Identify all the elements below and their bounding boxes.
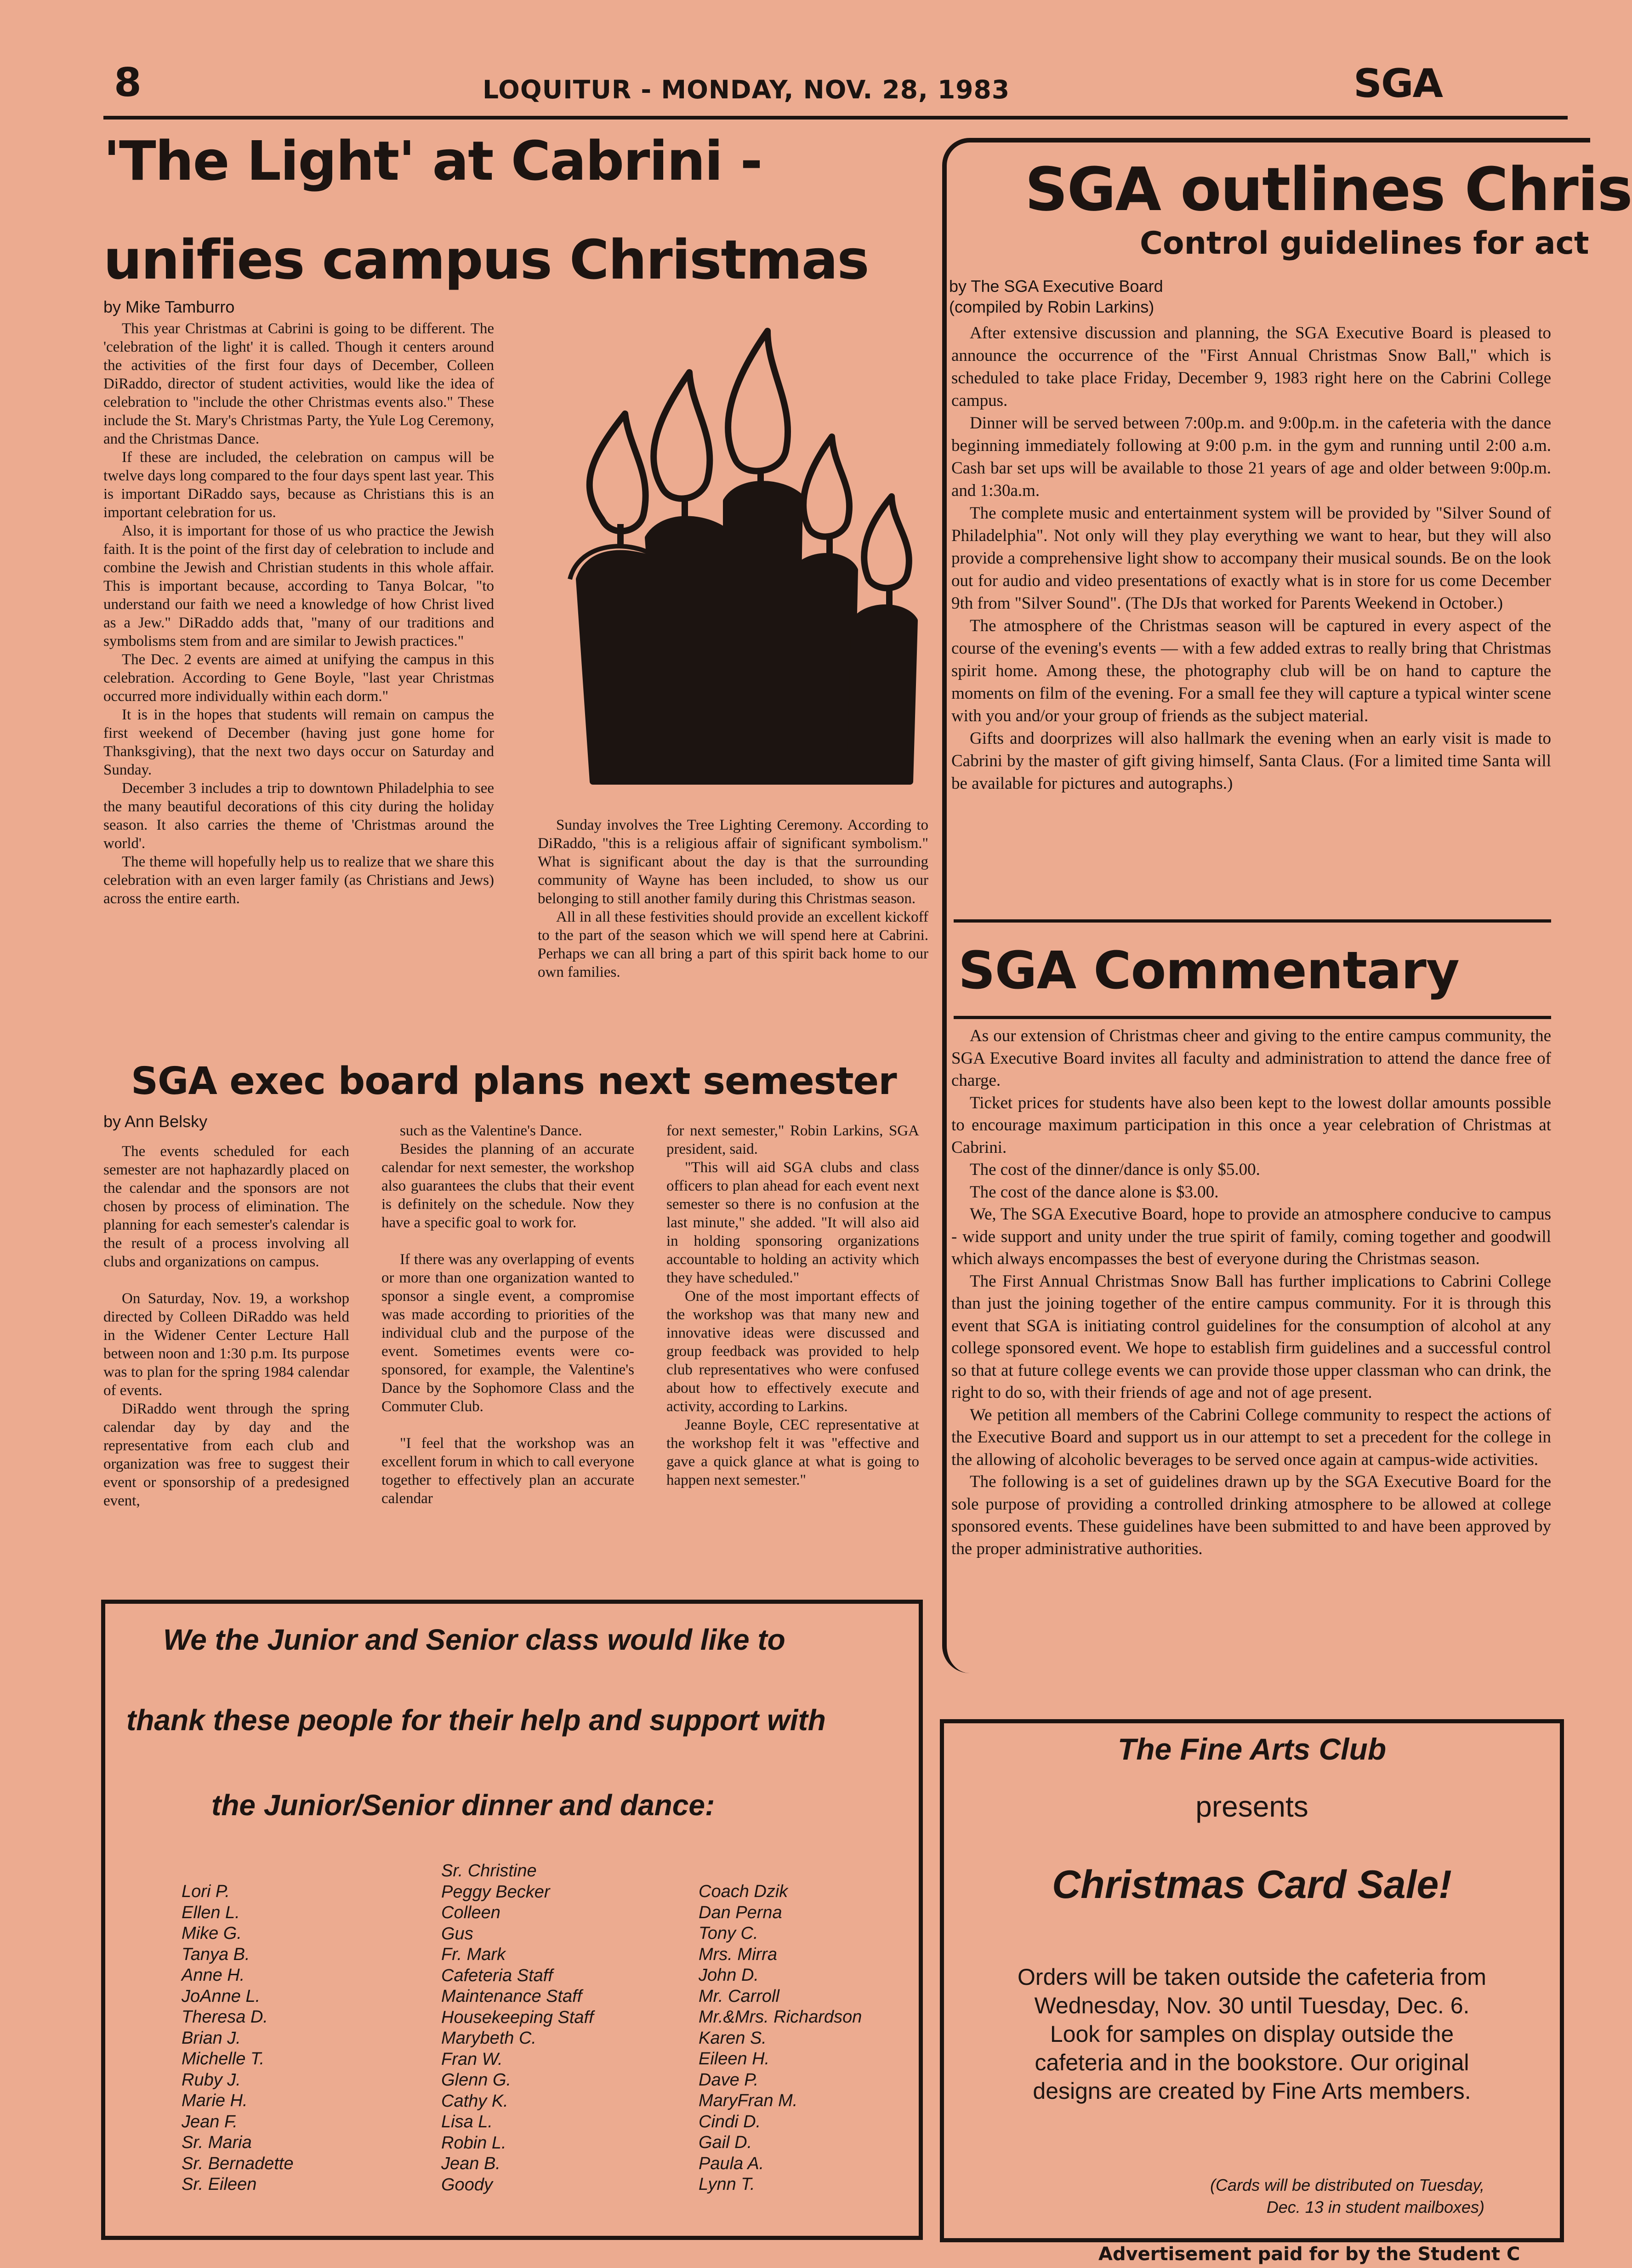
sga-outline-p3: The complete music and entertainment system will be provided by "Silver Sound of Philadelphia". Not only will they play everything we want to hear, but they will also provide a comprehensive light show to accompany their musical sounds. Be on the look out for audio and video presentations of exactly what is in store for us come December 9th from "Silver Sound". (The DJs that worked for Parents Weekend in October.) [951,504,1551,613]
commentary-p6: The First Annual Christmas Snow Ball has further implications to Cabrini College than just the joining together of the entire campus community. For it is through this event that SGA is initiating control guidelines for the consumption of alcohol at any college sponsored event. We hope to establish firm guidelines and a successful control so that at future college events we can provide those upper classman who can drink, the right to do so, with their friends of age and not of age present. [951,1271,1551,1402]
thanks-name: Sr. Bernadette [182,2154,294,2173]
thanks-name: Sr. Maria [182,2133,252,2152]
exec-col3-p4: Jeanne Boyle, CEC representative at the workshop felt it was "effective and gave a quick glance at what is going to happen next semester." [666,1417,919,1488]
dateline: LOQUITUR - MONDAY, NOV. 28, 1983 [483,75,1010,104]
thanks-name: Jean B. [441,2154,500,2173]
light-col1-p4: The Dec. 2 events are aimed at unifying the campus in this celebration. According to Gene Boyle, "last year Christmas occurred more individually within each dorm." [103,651,494,705]
thanks-name: Paula A. [699,2154,764,2173]
thanks-name: Lori P. [182,1882,230,1901]
section-label: SGA [1353,61,1443,107]
thanks-name: Dave P. [699,2070,759,2090]
commentary-p1: As our extension of Christmas cheer and giving to the entire campus community, the SGA Executive Board invites all faculty and administration to attend the dance free of charge. [951,1026,1551,1090]
exec-col1-p1: The events scheduled for each semester are not haphazardly placed on the calendar and the sponsors are not chosen by process of elimination. The planning for each semester's calendar is the result of a process involving all clubs and organizations on campus. [103,1143,349,1270]
candles-illustration [552,322,956,809]
fine-arts-line5: designs are created by Fine Arts members. [1033,2078,1471,2104]
commentary-head-rule [954,1016,1551,1019]
exec-col2-p4: "I feel that the workshop was an excellent forum in which to call everyone together to effectively plan an accurate calendar [381,1435,634,1507]
thanks-name: Ellen L. [182,1903,240,1922]
thanks-name: Housekeeping Staff [441,2007,594,2027]
thanks-name: Mike G. [182,1924,242,1943]
thanks-names-col1 [182,1881,294,2195]
exec-col2-p1: such as the Valentine's Dance. [400,1123,582,1139]
exec-col2-p2: Besides the planning of an accurate calendar for next semester, the workshop also guarantees the clubs that their event is definitely on the schedule. Now they have a specific goal to work for. [381,1141,634,1231]
sga-outline-p4: The atmosphere of the Christmas season will be captured in every aspect of the course of the evening's events — with a few added extras to really bring that Christmas spirit home. Among these, the photography club will be on hand to capture the moments on film of the evening. For a small fee they will capture a typical winter scene with you and/or your group of friends as the subject material. [951,616,1551,725]
thanks-name: Gail D. [699,2133,752,2152]
thanks-name: MaryFran M. [699,2091,798,2110]
thanks-name: Colleen [441,1903,500,1922]
fine-arts-line3: Look for samples on display outside the [1050,2021,1454,2047]
sga-outline-headline: SGA outlines Chris [1025,154,1632,224]
fine-arts-body [940,1963,1564,2105]
fine-arts-note-line2: Dec. 13 in student mailboxes) [1266,2198,1484,2217]
thanks-name: Marybeth C. [441,2029,536,2048]
thanks-names-col3 [699,1881,862,2195]
exec-col3-p3: One of the most important effects of the workshop was that many new and innovative ideas were discussed and group feedback was provided to help club representatives who were confused about how to effectively execute and activity, according to Larkins. [666,1288,919,1415]
thanks-name: Peggy Becker [441,1882,550,1902]
thanks-names-col2 [441,1861,594,2195]
commentary-p3: The cost of the dinner/dance is only $5.00. [970,1160,1260,1179]
thanks-name: Coach Dzik [699,1882,788,1901]
thanks-name: Ruby J. [182,2070,241,2090]
thanks-name: Karen S. [699,2028,767,2048]
thanks-line1: We the Junior and Senior class would like to [163,1623,785,1656]
sga-outline-p5: Gifts and doorprizes will also hallmark the evening when an early visit is made to Cabrini by the master of gift giving himself, Santa Claus. (For a limited time Santa will be available for pictures and autographs.) [951,729,1551,793]
commentary-p4: The cost of the dance alone is $3.00. [970,1182,1219,1202]
thanks-line2: thank these people for their help and support with [126,1704,826,1737]
ad-paid-footer: Advertisement paid for by the Student C [1098,2244,1520,2265]
light-col1-p2: If these are included, the celebration on campus will be twelve days long compared to the four days spent last year. This is important DiRaddo says, because as Christians this is an important celebration for us. [103,449,494,521]
commentary-p2: Ticket prices for students have also been kept to the lowest dollar amounts possible to encourage maximum participation in this once a year celebration of Christmas at Cabrini. [951,1093,1551,1157]
thanks-name: Sr. Eileen [182,2175,257,2194]
fine-arts-line1: Orders will be taken outside the cafeteria from [1018,1964,1486,1990]
thanks-name: JoAnne L. [182,1986,261,2006]
light-col1-p5: It is in the hopes that students will remain on campus the first weekend of December (having just gone home for Thanksgiving), that the next two days occur on Saturday and Sunday. [103,707,494,778]
thanks-name: Tanya B. [182,1944,250,1964]
light-col1-p6: December 3 includes a trip to downtown Philadelphia to see the many beautiful decorations of this city during the holiday season. It also carries the theme of 'Christmas around the world'. [103,780,494,852]
exec-col3-p1: for next semester," Robin Larkins, SGA president, said. [666,1123,919,1157]
sga-outline-p2: Dinner will be served between 7:00p.m. and 9:00p.m. in the cafeteria with the dance beginning immediately following at 9:00 p.m. in the gym and running until 2:00 a.m. Cash bar set ups will be available to those 21 years of age and older between 9:00p.m. and 1:30a.m. [951,414,1551,500]
sga-outline-body [951,322,1551,915]
thanks-name: Tony C. [699,1924,758,1943]
light-col2 [538,816,928,1064]
light-col2-p1: Sunday involves the Tree Lighting Ceremony. According to DiRaddo, "this is a religious affair of significant symbolism." What is significant about the day is that the surrounding community of Wayne has been included, to show us our belonging to still another family during this Christmas season. [538,817,928,907]
thanks-name: Mrs. Mirra [699,1944,777,1964]
thanks-name: Lynn T. [699,2175,755,2194]
commentary-headline: SGA Commentary [958,941,1459,1001]
thanks-name: Brian J. [182,2028,241,2048]
thanks-name: Mr.&Mrs. Richardson [699,2007,862,2027]
exec-col1-p2: On Saturday, Nov. 19, a workshop directed by Colleen DiRaddo was held in the Widener Center Lecture Hall between noon and 1:30 p.m. Its purpose was to plan for the spring 1984 calendar of events. [103,1290,349,1399]
exec-col1 [103,1142,349,1593]
exec-col1-p3: DiRaddo went through the spring calendar day by day and the representative from each club and organization was free to suggest their event or sponsorship of a predesigned event, [103,1401,349,1509]
fine-arts-line4: cafeteria and in the bookstore. Our original [1035,2050,1469,2075]
commentary-p5: We, The SGA Executive Board, hope to provide an atmosphere conducive to campus - wide support and unity under the true spirit of family, coming together and goodwill which always encompasses the best of everyone during the Christmas season. [951,1205,1551,1268]
thanks-name: Cathy K. [441,2091,508,2111]
commentary-body [951,1025,1551,1682]
light-byline: by Mike Tamburro [103,297,235,316]
thanks-name: Dan Perna [699,1903,782,1922]
light-col1-p7: The theme will hopefully help us to realize that we share this celebration with an even larger family (as Christians and Jews) across the entire earth. [103,854,494,907]
light-col1 [103,319,494,1064]
thanks-line3: the Junior/Senior dinner and dance: [211,1789,715,1822]
fine-arts-presents: presents [1195,1790,1308,1823]
exec-col2 [381,1122,634,1593]
thanks-name: Eileen H. [699,2049,770,2069]
fine-arts-note-line1: (Cards will be distributed on Tuesday, [1210,2176,1484,2194]
light-col1-p3: Also, it is important for those of us who practice the Jewish faith. It is the point of the first day of celebration to include and combine the Jewish and Christian students in this whole affair. This is important because, according to Tanya Bolcar, "to understand our faith we need a knowledge of how Christ lived as a Jew." DiRaddo adds that, "many of our traditions and symbolisms stem from and are similar to Jewish practices." [103,523,494,650]
thanks-name: Fran W. [441,2049,503,2069]
thanks-name: Goody [441,2175,493,2194]
thanks-name: Cafeteria Staff [441,1966,553,1985]
sga-outline-byline2: (compiled by Robin Larkins) [949,297,1154,316]
thanks-name: Lisa L. [441,2112,493,2131]
light-headline-2: unifies campus Christmas [103,228,869,291]
page-number: 8 [114,60,142,106]
exec-col2-p3: If there was any overlapping of events or more than one organization wanted to sponsor a single event, a compromise was made according to priorities of the individual club and the purpose of the event. Sometimes events were co-sponsored, for example, the Valentine's Dance by the Sophomore Class and the Commuter Club. [381,1251,634,1415]
commentary-top-rule [954,919,1551,923]
sga-outline-subhead: Control guidelines for act [1140,225,1589,262]
sga-outline-byline1: by The SGA Executive Board [949,277,1163,296]
sga-outline-p1: After extensive discussion and planning, the SGA Executive Board is pleased to announce the occurrence of the "First Annual Christmas Snow Ball," which is scheduled to take place Friday, December 9, 1983 right here on the Cabrini College campus. [951,324,1551,410]
fine-arts-note [940,2174,1484,2218]
light-col1-p1: This year Christmas at Cabrini is going to be different. The 'celebration of the light' it is called. Though it centers around the activities of the first four days of December, Colleen DiRaddo, director of student activities, would like the idea of celebration to "include the other Christmas events also." These include the St. Mary's Christmas Party, the Yule Log Ceremony, and the Christmas Dance. [103,320,494,447]
thanks-name: John D. [699,1966,759,1985]
commentary-p8: The following is a set of guidelines drawn up by the SGA Executive Board for the sole purpose of providing a controlled drinking atmosphere to be allowed at college sponsored events. These guidelines have been submitted to and have been approved by the proper administrative authorities. [951,1472,1551,1558]
light-col2-p2: All in all these festivities should provide an excellent kickoff to the part of the season which we will spend here at Cabrini. Perhaps we can all bring a part of this spirit back home to our own families. [538,909,928,980]
thanks-name: Theresa D. [182,2007,268,2027]
light-headline-1: 'The Light' at Cabrini - [103,129,762,193]
thanks-name: Robin L. [441,2133,506,2153]
thanks-name: Cindi D. [699,2112,761,2131]
exec-col3 [666,1122,919,1593]
exec-headline: SGA exec board plans next semester [131,1060,897,1103]
commentary-p7: We petition all members of the Cabrini College community to respect the actions of the Executive Board and support us in our attempt to set a precedent for the college in the allowing of alcoholic beverages to be served once again at campus-wide activities. [951,1405,1551,1469]
thanks-name: Michelle T. [182,2049,265,2069]
fine-arts-line2: Wednesday, Nov. 30 until Tuesday, Dec. 6. [1034,1993,1470,2018]
fine-arts-title: The Fine Arts Club [1117,1732,1387,1766]
thanks-name: Sr. Christine [441,1861,537,1881]
thanks-name: Maintenance Staff [441,1987,582,2006]
exec-col3-p2: "This will aid SGA clubs and class officers to plan ahead for each event next semester so there is no confusion at the last minute," she added. "It will also aid in holding sponsoring organizations accountable to holding an activity which they have scheduled." [666,1159,919,1286]
thanks-name: Mr. Carroll [699,1986,779,2006]
thanks-name: Glenn G. [441,2070,512,2090]
thanks-name: Fr. Mark [441,1945,506,1964]
thanks-name: Anne H. [182,1966,245,1985]
masthead-rule [103,116,1568,120]
thanks-name: Gus [441,1924,473,1943]
exec-byline: by Ann Belsky [103,1112,208,1131]
thanks-name: Jean F. [182,2112,238,2131]
thanks-name: Marie H. [182,2091,248,2110]
fine-arts-sale: Christmas Card Sale! [1052,1863,1452,1907]
